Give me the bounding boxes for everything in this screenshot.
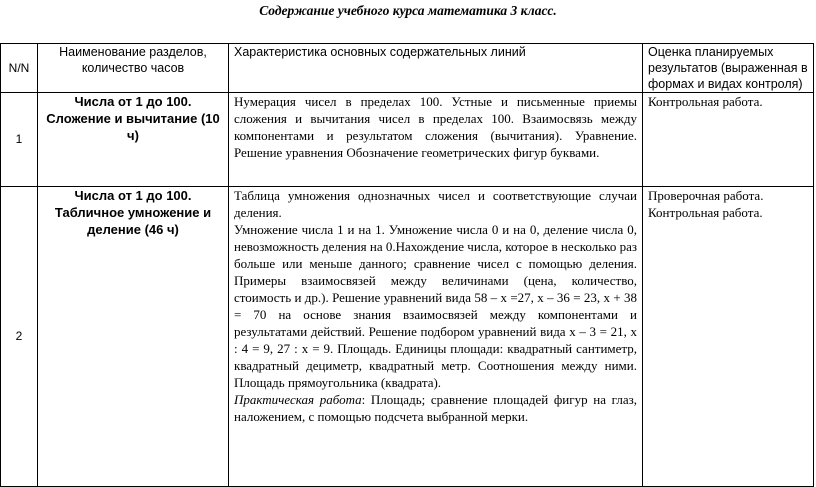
practical-paragraph bbox=[234, 391, 637, 425]
row-num: 1 bbox=[1, 93, 38, 187]
content-paragraph: Умножение числа 1 и на 1. Умножение числа 0 и на 0, деление числа 0, невозможность деления на 0.Нахождение числа, которое в несколько раз больше или меньше данного; сравнение чисел с помощью деления. Примеры взаимосвязей между величинами (цена, количество, стоимость и др.). Решение уравнений вида 58 – х =27, х – 36 = 23, х + 38 = 70 на основе знания взаимосвязей между компонентами и результатами действий. Решение подбором уравнений вида х – 3 = 21, х : 4 = 9, 27 : х = 9. Площадь. Единицы площади: квадратный сантиметр, квадратный дециметр, квадратный метр. Соотношения между ними. Площадь прямоугольника (квадрата). bbox=[234, 222, 637, 390]
row-num: 2 bbox=[1, 187, 38, 487]
header-section: Наименование разделов, количество часов bbox=[38, 44, 229, 93]
practical-text: : Площадь; сравнение площадей фигур на глаз, наложением, с помощью подсчета выбранной мерки. bbox=[234, 392, 637, 424]
row-content: Нумерация чисел в пределах 100. Устные и письменные приемы сложения и вычитания чисел в пределах 100. Взаимосвязь между компонентами и результатом сложения (вычитания). Уравнение. Решение уравнения Обозначение геометрических фигур буквами. bbox=[229, 93, 643, 187]
result-item: Контрольная работа. bbox=[648, 205, 763, 220]
table-row bbox=[1, 187, 814, 487]
row-content bbox=[229, 187, 643, 487]
practical-label: Практическая работа bbox=[234, 392, 362, 407]
curriculum-table bbox=[0, 43, 814, 487]
header-content: Характеристика основных содержательных линий bbox=[229, 44, 643, 93]
header-results: Оценка планируемых результатов (выраженная в формах и видах контроля) bbox=[643, 44, 814, 93]
content-paragraph: Таблица умножения однозначных чисел и соответствующие случаи деления. bbox=[234, 188, 637, 220]
table-header-row bbox=[1, 44, 814, 93]
row-results: Контрольная работа. bbox=[643, 93, 814, 187]
result-item: Проверочная работа. bbox=[648, 188, 764, 203]
row-section: Числа от 1 до 100. Сложение и вычитание (10 ч) bbox=[38, 93, 229, 187]
page-title: Содержание учебного курса математика 3 класс. bbox=[259, 3, 557, 18]
row-section: Числа от 1 до 100. Табличное умножение и деление (46 ч) bbox=[38, 187, 229, 487]
table-row bbox=[1, 93, 814, 187]
row-results bbox=[643, 187, 814, 487]
header-num: N/N bbox=[1, 44, 38, 93]
